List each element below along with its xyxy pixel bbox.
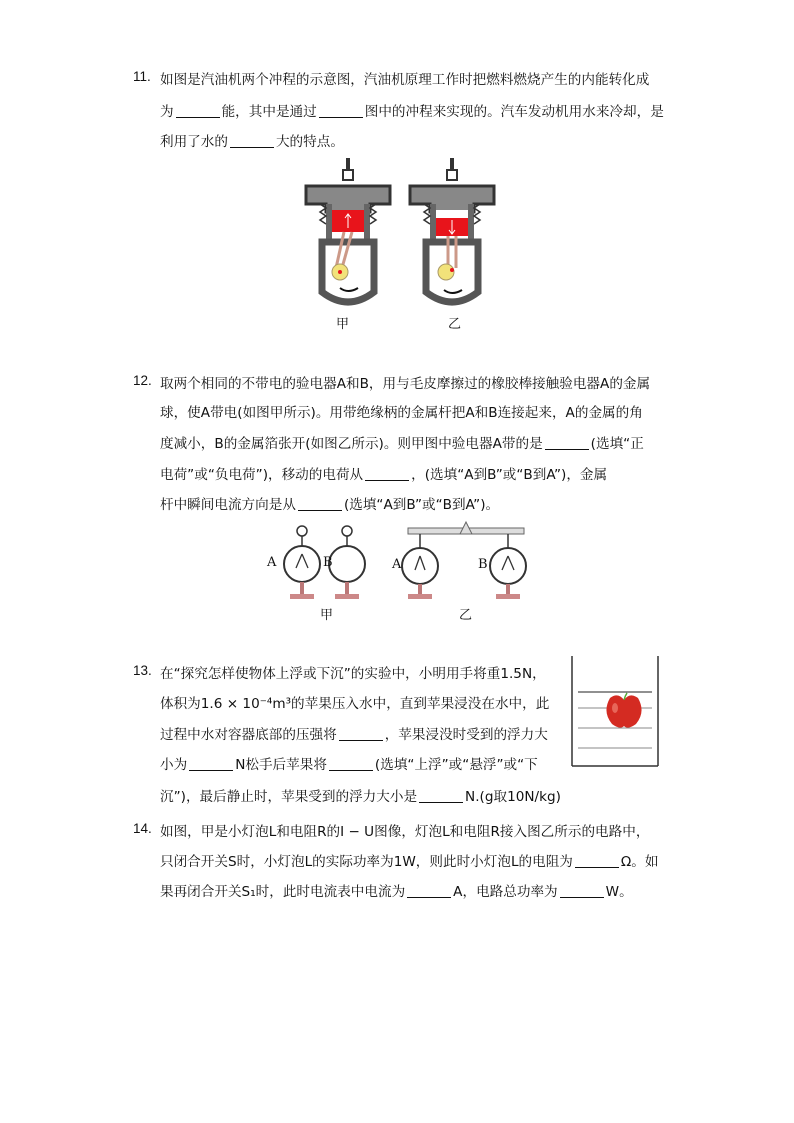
question-number: 13. [133, 663, 152, 678]
figure-label-jia: 甲 [336, 317, 350, 332]
question-text-line: 果再闭合开关S₁时，此时电流表中电流为 A，电路总功率为 W。 [160, 884, 633, 900]
question-text-line: 在“探究怎样使物体上浮或下沉”的实验中，小明用手将重1.5N， [160, 666, 546, 682]
electroscope-label: A [267, 555, 277, 570]
figure-label-yi: 乙 [459, 608, 473, 623]
question-text-line: 利用了水的 大的特点。 [160, 134, 344, 150]
question-text-line: 杆中瞬间电流方向是从 (选填“A到B”或“B到A”)。 [160, 497, 500, 513]
answer-blank[interactable] [329, 756, 373, 771]
question-text-line: 如图，甲是小灯泡L和电阻R的I − U图像，灯泡L和电阻R接入图乙所示的电路中， [160, 824, 650, 840]
question-text-line: 体积为1.6 × 10⁻⁴m³的苹果压入水中，直到苹果浸没在水中，此 [160, 696, 550, 712]
electroscope-label: B [478, 557, 488, 572]
electroscope-b-jia [329, 526, 365, 599]
answer-blank[interactable] [319, 103, 363, 118]
apple-in-water-figure [570, 656, 662, 768]
answer-blank[interactable] [575, 853, 619, 868]
answer-blank[interactable] [560, 883, 604, 898]
question-text-line: 过程中水对容器底部的压强将 ，苹果浸没时受到的浮力大 [160, 727, 548, 743]
question-text-line: 小为 N松手后苹果将 (选填“上浮”或“悬浮”或“下 [160, 757, 538, 773]
answer-blank[interactable] [339, 726, 383, 741]
question-text-line: 度减小，B的金属箔张开(如图乙所示)。则甲图中验电器A带的是 (选填“正 [160, 436, 644, 452]
answer-blank[interactable] [419, 788, 463, 803]
answer-blank[interactable] [407, 883, 451, 898]
engine-jia [306, 158, 390, 302]
question-text-line: 为 能，其中是通过 图中的冲程来实现的。汽车发动机用水来冷却，是 [160, 104, 664, 120]
answer-blank[interactable] [545, 435, 589, 450]
answer-blank[interactable] [230, 133, 274, 148]
question-text-line: 只闭合开关S时，小灯泡L的实际功率为1W，则此时小灯泡L的电阻为 Ω。如 [160, 854, 659, 870]
answer-blank[interactable] [298, 496, 342, 511]
question-text-line: 如图是汽油机两个冲程的示意图，汽油机原理工作时把燃料燃烧产生的内能转化成 [160, 72, 650, 88]
electroscope-a-jia [284, 526, 320, 599]
question-number: 12. [133, 373, 152, 388]
electroscope-label: B [323, 555, 333, 570]
question-number: 11. [133, 69, 151, 84]
question-number: 14. [133, 821, 152, 836]
figure-label-jia: 甲 [320, 608, 334, 623]
answer-blank[interactable] [176, 103, 220, 118]
question-text-line: 取两个相同的不带电的验电器A和B，用与毛皮摩擦过的橡胶棒接触验电器A的金属 [160, 376, 651, 392]
engine-strokes-figure [300, 152, 500, 337]
question-text-line: 电荷”或“负电荷”)，移动的电荷从 ，(选填“A到B”或“B到A”)，金属 [160, 467, 608, 483]
electroscope-b-yi [490, 534, 526, 599]
figure-label-yi: 乙 [448, 317, 462, 332]
question-text-line: 沉”)，最后静止时，苹果受到的浮力大小是 N.(g取10N/kg) [160, 789, 561, 805]
electroscope-label: A [392, 557, 402, 572]
electroscope-a-yi [402, 534, 438, 599]
answer-blank[interactable] [189, 756, 233, 771]
apple [606, 693, 641, 728]
engine-yi [410, 158, 494, 302]
question-text-line: 球，使A带电(如图甲所示)。用带绝缘柄的金属杆把A和B连接起来，A的金属的角 [160, 405, 643, 421]
answer-blank[interactable] [365, 466, 409, 481]
